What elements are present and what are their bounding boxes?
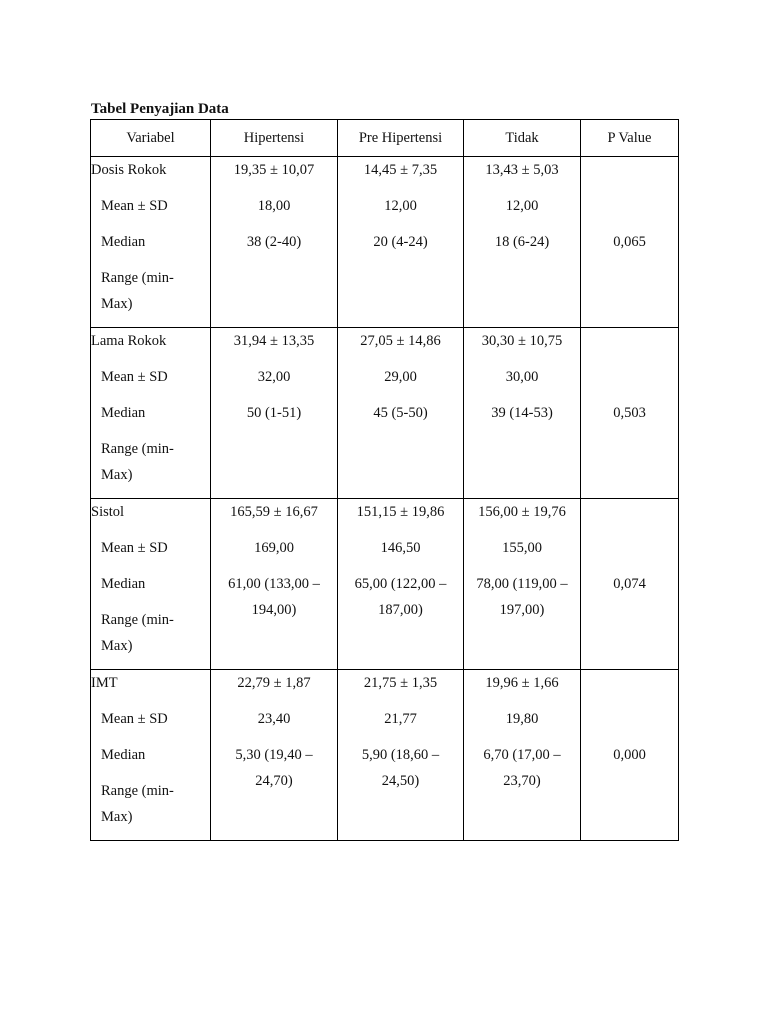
label-range-2: Max) (101, 467, 133, 483)
label-range-1: Range (min- (101, 441, 174, 457)
header-tidak: Tidak (464, 120, 581, 157)
range-value: 39 (14-53) (491, 405, 553, 421)
range-value-cont: 23,70) (503, 773, 541, 789)
tidak-cell (464, 328, 581, 499)
median-value: 19,80 (505, 711, 539, 727)
range-value-cont: 197,00) (499, 602, 545, 618)
range-value: 38 (2-40) (246, 234, 302, 250)
range-value: 78,00 (119,00 – (476, 576, 568, 592)
table-row (91, 328, 679, 499)
pre-hipertensi-cell (338, 157, 464, 328)
table-row (91, 499, 679, 670)
range-value-cont (211, 255, 337, 281)
range-value-cont (464, 255, 580, 281)
range-value-cont: 24,50) (381, 773, 420, 789)
range-value: 18 (6-24) (494, 234, 550, 250)
median-value: 169,00 (254, 540, 294, 556)
label-range-2: Max) (101, 638, 133, 654)
mean-value: 14,45 ± 7,35 (363, 162, 438, 178)
label-range-1: Range (min- (101, 612, 174, 628)
label-median: Median (101, 405, 146, 421)
median-value: 155,00 (502, 540, 542, 556)
hipertensi-cell (211, 499, 338, 670)
range-value: 50 (1-51) (246, 405, 302, 421)
mean-value: 13,43 ± 5,03 (485, 162, 559, 178)
data-table (90, 119, 679, 841)
tidak-cell (464, 157, 581, 328)
label-range-2: Max) (101, 296, 133, 312)
label-mean: Mean ± SD (101, 369, 168, 385)
label-mean: Mean ± SD (101, 540, 168, 556)
mean-value: 156,00 ± 19,76 (478, 504, 566, 520)
p-value-cell: 0,000 (581, 670, 679, 841)
label-range-1: Range (min- (101, 783, 174, 799)
variable-cell (91, 157, 211, 328)
variable-cell (91, 499, 211, 670)
label-mean: Mean ± SD (101, 198, 168, 214)
mean-value: 19,96 ± 1,66 (485, 675, 559, 691)
label-range-2: Max) (101, 809, 133, 825)
mean-value: 19,35 ± 10,07 (233, 162, 315, 178)
median-value: 30,00 (505, 369, 539, 385)
pre-hipertensi-cell (338, 670, 464, 841)
label-mean: Mean ± SD (101, 711, 168, 727)
hipertensi-cell (211, 670, 338, 841)
pre-hipertensi-cell (338, 328, 464, 499)
range-value-cont (338, 255, 463, 281)
mean-value: 30,30 ± 10,75 (481, 333, 563, 349)
range-value: 61,00 (133,00 – (228, 576, 320, 592)
p-value-cell: 0,074 (581, 499, 679, 670)
range-value: 45 (5-50) (373, 405, 428, 421)
mean-value: 22,79 ± 1,87 (237, 675, 311, 691)
range-value: 6,70 (17,00 – (483, 747, 561, 763)
header-p-value: P Value (581, 120, 679, 157)
hipertensi-cell (211, 157, 338, 328)
label-median: Median (101, 234, 146, 250)
median-value: 12,00 (384, 198, 417, 214)
p-value-cell: 0,503 (581, 328, 679, 499)
pre-hipertensi-cell (338, 499, 464, 670)
variable-name: IMT (91, 675, 118, 691)
range-value-cont (338, 426, 463, 452)
label-median: Median (101, 576, 146, 592)
variable-cell (91, 328, 211, 499)
header-variabel: Variabel (91, 120, 211, 157)
median-value: 32,00 (257, 369, 291, 385)
range-value-cont: 24,70) (255, 773, 293, 789)
range-value: 65,00 (122,00 – (354, 576, 447, 592)
range-value: 5,90 (18,60 – (361, 747, 440, 763)
header-pre-hipertensi: Pre Hipertensi (338, 120, 464, 157)
tidak-cell (464, 670, 581, 841)
header-hipertensi: Hipertensi (211, 120, 338, 157)
label-median: Median (101, 747, 146, 763)
table-row (91, 157, 679, 328)
median-value: 23,40 (257, 711, 291, 727)
mean-value: 21,75 ± 1,35 (363, 675, 438, 691)
variable-name: Lama Rokok (91, 333, 167, 349)
median-value: 146,50 (380, 540, 421, 556)
table-title: Tabel Penyajian Data (91, 101, 229, 117)
variable-name: Sistol (91, 504, 125, 520)
range-value-cont: 187,00) (378, 602, 423, 618)
median-value: 18,00 (257, 198, 291, 214)
median-value: 12,00 (505, 198, 539, 214)
mean-value: 165,59 ± 16,67 (230, 504, 318, 520)
table-row (91, 670, 679, 841)
range-value-cont: 194,00) (251, 602, 297, 618)
median-value: 29,00 (384, 369, 417, 385)
mean-value: 151,15 ± 19,86 (356, 504, 445, 520)
range-value: 20 (4-24) (373, 234, 428, 250)
range-value-cont (211, 426, 337, 452)
hipertensi-cell (211, 328, 338, 499)
label-range-1: Range (min- (101, 270, 174, 286)
mean-value: 31,94 ± 13,35 (233, 333, 315, 349)
variable-cell (91, 670, 211, 841)
range-value-cont (464, 426, 580, 452)
variable-name: Dosis Rokok (91, 162, 167, 178)
p-value-cell: 0,065 (581, 157, 679, 328)
tidak-cell (464, 499, 581, 670)
median-value: 21,77 (384, 711, 417, 727)
header-row (91, 120, 679, 157)
mean-value: 27,05 ± 14,86 (360, 333, 441, 349)
range-value: 5,30 (19,40 – (235, 747, 313, 763)
